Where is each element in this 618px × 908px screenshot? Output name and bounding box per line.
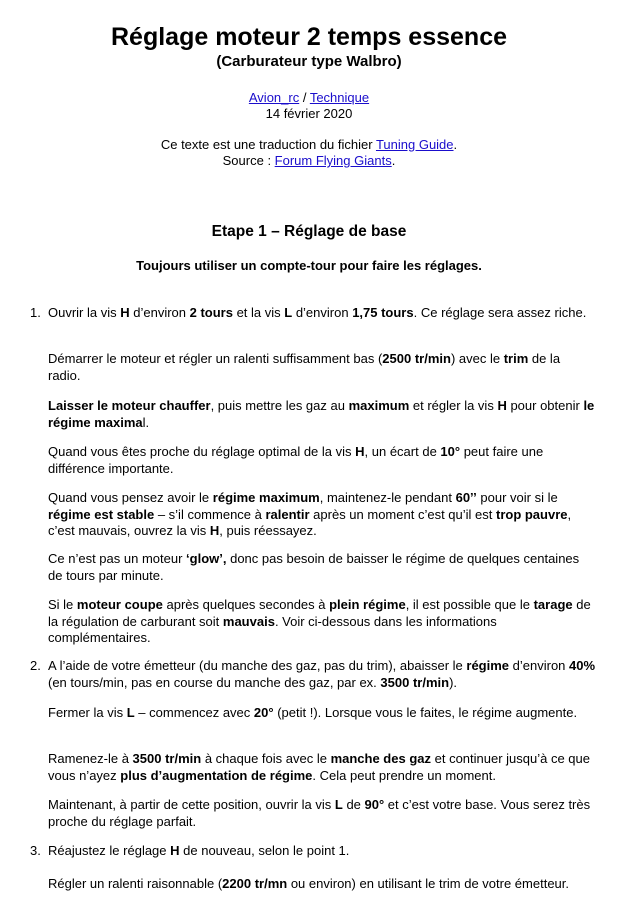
text-run: après un moment c’est qu’il est [309, 506, 496, 522]
text-run: , puis réessayez. [219, 523, 317, 538]
list-item-paragraph [48, 444, 596, 477]
breadcrumb-link-avion-rc[interactable]: Avion_rc [248, 90, 300, 105]
text-run: ). [449, 674, 458, 690]
text-run: Démarrer le moteur et régler un ralenti suffisamment bas ( [48, 351, 383, 366]
text-run: ) avec le [450, 351, 504, 366]
source-suffix: . [391, 153, 396, 168]
text-run: après quelques secondes à [162, 597, 330, 612]
document-date: 14 février 2020 [265, 106, 353, 121]
section-subtitle: Toujours utiliser un compte-tour pour faire les réglages. [136, 258, 482, 273]
text-run: de [342, 797, 365, 812]
translation-suffix: . [453, 137, 458, 152]
text-run: à chaque fois avec le [201, 751, 331, 766]
bold-text: trim [503, 351, 529, 366]
text-run: Maintenant, à partir de cette position, ouvrir la vis [48, 797, 335, 812]
bold-text: H [170, 843, 180, 858]
tuning-guide-link[interactable]: Tuning Guide [375, 137, 454, 152]
source-prefix: Source : [222, 153, 275, 168]
text-run: Ce n’est pas un moteur [48, 551, 187, 566]
text-run: – commencez avec [134, 705, 254, 720]
breadcrumb-link-technique[interactable]: Technique [309, 90, 370, 105]
text-run: de nouveau, selon le point 1. [179, 843, 350, 858]
text-run: Régler un ralenti raisonnable ( [48, 876, 223, 891]
text-run: (en tours/min, pas en course du manche des gaz, par ex. [48, 674, 381, 690]
text-run: l. [142, 414, 150, 430]
list-item-number: 1. [30, 305, 41, 320]
text-run: . Ce réglage sera assez riche. [413, 305, 587, 320]
list-item-paragraph [48, 705, 596, 722]
bold-text: L [334, 797, 343, 812]
list-item-paragraph [48, 490, 596, 540]
text-run: Fermer la vis [48, 705, 127, 720]
forum-flying-giants-link[interactable]: Forum Flying Giants [274, 153, 392, 168]
bold-text: L [126, 705, 135, 720]
text-run: . Voir ci-dessous dans les informations complémentaires. [48, 613, 497, 645]
bold-text: 1,75 tours [352, 305, 414, 320]
text-run: d’environ [292, 305, 353, 320]
bold-text: tarage [533, 597, 573, 612]
bold-text: 2 tours [189, 305, 233, 320]
text-run: pour obtenir [506, 398, 584, 413]
text-run: – s’il commence à [154, 506, 266, 522]
source-note [0, 153, 618, 169]
bold-text: 3500 tr/min [380, 674, 450, 690]
text-run: de la régulation de carburant soit [48, 597, 591, 629]
bold-text: 2500 tr/min [382, 351, 451, 366]
text-run: d’environ [129, 305, 190, 320]
bold-text: régime maximum [212, 490, 320, 505]
translation-prefix: Ce texte est une traduction du fichier [160, 137, 376, 152]
list-item-paragraph [48, 597, 596, 647]
bold-text: ‘glow’, [186, 551, 227, 566]
text-run: Si le [48, 597, 77, 612]
bold-text: H [209, 523, 220, 538]
list-item-paragraph [48, 876, 596, 893]
bold-text: 10° [440, 444, 461, 459]
bold-text: mauvais [222, 613, 275, 629]
bold-text: H [355, 444, 365, 459]
bold-text: régime [466, 658, 510, 673]
bold-text: 2200 tr/mn [222, 876, 288, 891]
text-run: , c’est mauvais, ouvrez la vis [48, 506, 572, 538]
text-run: Réajustez le réglage [48, 843, 171, 858]
text-run: A l’aide de votre émetteur (du manche des gaz, pas du trim), abaisser le [48, 658, 467, 673]
breadcrumb [0, 90, 618, 106]
bold-text: ralentir [265, 506, 310, 522]
bold-text: 90° [364, 797, 385, 812]
translation-note [0, 137, 618, 153]
text-run: (petit !). Lorsque vous le faites, le régime augmente. [273, 705, 578, 720]
text-run: , il est possible que le [405, 597, 534, 612]
text-run: . Cela peut prendre un moment. [312, 767, 496, 783]
section-title: Etape 1 – Réglage de base [211, 223, 407, 240]
list-item-paragraph [48, 843, 596, 860]
text-run: ou environ) en utilisant le trim de votre émetteur. [287, 876, 570, 891]
text-run: , un écart de [364, 444, 441, 459]
list-item-paragraph [48, 398, 596, 431]
text-run: et c’est votre base. Vous serez très proche du réglage parfait. [48, 797, 591, 829]
text-run: et la vis [232, 305, 285, 320]
page-subtitle: (Carburateur type Walbro) [216, 53, 402, 70]
text-run: Ouvrir la vis [48, 305, 121, 320]
bold-text: Laisser le moteur chauffer [48, 398, 211, 413]
text-run: pour voir si le [476, 490, 558, 505]
list-item-paragraph [48, 305, 596, 322]
bold-text: le régime maxima [48, 398, 595, 430]
bold-text: L [284, 305, 293, 320]
bold-text: moteur coupe [76, 597, 163, 612]
bold-text: maximum [348, 398, 410, 413]
bold-text: plein régime [329, 597, 406, 612]
bold-text: 3500 tr/min [132, 751, 202, 766]
text-run: Quand vous êtes proche du réglage optimal de la vis [48, 444, 356, 459]
bold-text: H [497, 398, 507, 413]
text-run: et continuer jusqu’à ce que vous n’ayez [48, 751, 590, 783]
bold-text: 60’’ [455, 490, 477, 505]
text-run: de la radio. [48, 351, 561, 383]
bold-text: plus d’augmentation de régime [120, 767, 313, 783]
bold-text: trop pauvre [495, 506, 568, 522]
list-item-paragraph [48, 551, 596, 584]
bold-text: 20° [253, 705, 274, 720]
list-item-paragraph [48, 658, 596, 691]
bold-text: régime est stable [48, 506, 155, 522]
bold-text: manche des gaz [330, 751, 431, 766]
list-item-paragraph [48, 751, 596, 784]
text-run: , puis mettre les gaz au [210, 398, 349, 413]
text-run: peut faire une différence importante. [48, 444, 544, 476]
bold-text: H [120, 305, 130, 320]
page-title: Réglage moteur 2 temps essence [111, 23, 507, 51]
text-run: Ramenez-le à [48, 751, 133, 766]
text-run: d’environ [509, 658, 570, 673]
text-run: , maintenez-le pendant [319, 490, 456, 505]
list-item-paragraph [48, 351, 596, 384]
text-run: donc pas besoin de baisser le régime de quelques centaines de tours par minute. [48, 551, 580, 583]
list-item-number: 3. [30, 843, 41, 858]
breadcrumb-separator: / [299, 90, 310, 105]
text-run: Quand vous pensez avoir le [48, 490, 213, 505]
list-item-number: 2. [30, 658, 41, 673]
text-run: et régler la vis [409, 398, 498, 413]
bold-text: 40% [569, 658, 596, 673]
list-item-paragraph [48, 797, 596, 830]
